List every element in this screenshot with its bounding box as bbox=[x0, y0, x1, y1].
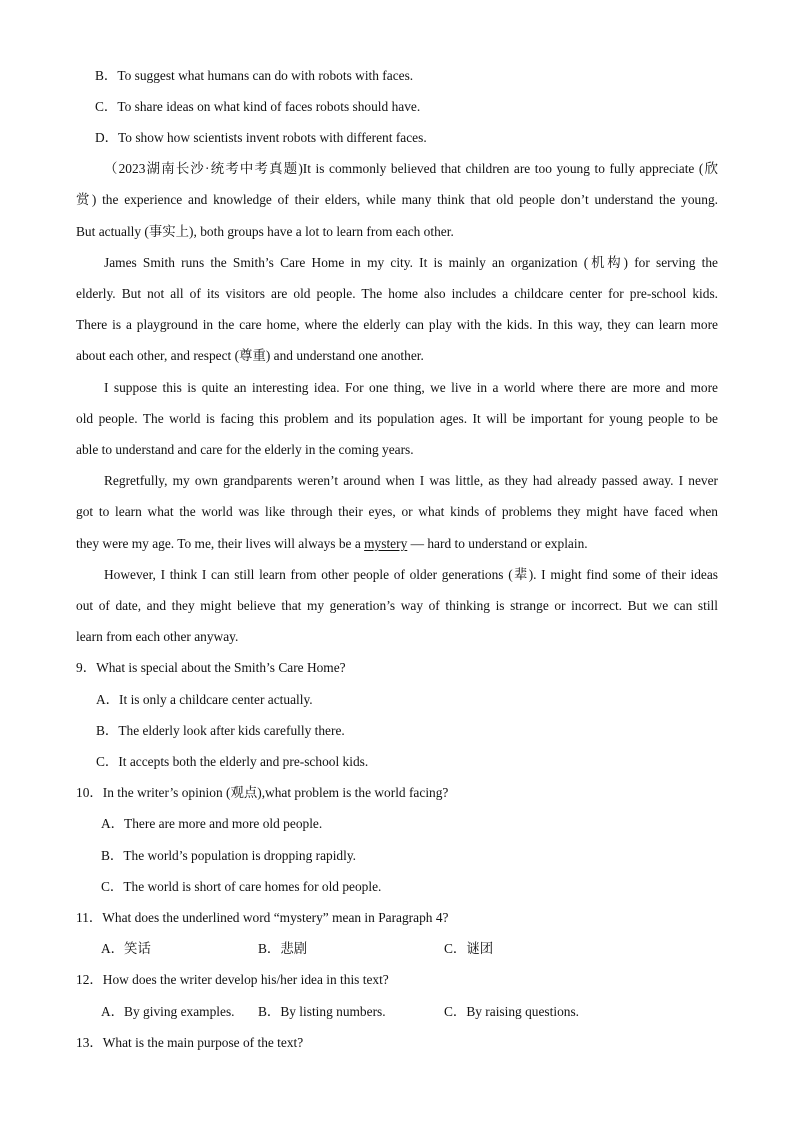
passage-p4-line3-end: — hard to understand or explain. bbox=[407, 536, 588, 551]
passage-p5-line2: out of date, and they might believe that my generation’s way of thinking is strange or incorrect. But we can still bbox=[76, 598, 718, 613]
passage-p2-line3: There is a playground in the care home, where the elderly can play with the kids. In this way, they can learn more bbox=[76, 317, 718, 332]
passage-p4-line3 bbox=[76, 535, 718, 553]
passage-p4-line3-start: they were my age. To me, their lives will always be a bbox=[76, 536, 365, 551]
question-12-stem: 12．How does the writer develop his/her idea in this text? bbox=[76, 972, 389, 987]
passage-p2-line1: James Smith runs the Smith’s Care Home in my city. It is mainly an organization (机构) for serving the bbox=[104, 255, 718, 270]
question-12-option-c: C．By raising questions. bbox=[444, 1004, 580, 1019]
question-10-option-b: B．The world’s population is dropping rapidly. bbox=[101, 848, 357, 863]
question-11-option-a: A．笑话 bbox=[101, 941, 151, 956]
passage-p1-line3: But actually (事实上), both groups have a lot to learn from each other. bbox=[76, 224, 454, 239]
question-9-stem: 9．What is special about the Smith’s Care Home? bbox=[76, 660, 346, 675]
passage-p4-line2: got to learn what the world was like through their eyes, or what kinds of problems they might have faced when bbox=[76, 504, 718, 519]
passage-p1-line1: （2023湖南长沙·统考中考真题)It is commonly believed that children are too young to fully appreciate (欣 bbox=[104, 161, 718, 176]
passage-p1-line2: 赏) the experience and knowledge of their elders, while many think that old people don’t understand the young. bbox=[76, 192, 718, 207]
question-10-stem: 10．In the writer’s opinion (观点),what problem is the world facing? bbox=[76, 785, 449, 800]
passage-p4-line1: Regretfully, my own grandparents weren’t around when I was little, as they had already passed away. I never bbox=[104, 473, 718, 488]
prev-option-d: D．To show how scientists invent robots with different faces. bbox=[95, 130, 427, 145]
passage-p5-line1: However, I think I can still learn from other people of older generations (辈). I might find some of their ideas bbox=[104, 567, 718, 582]
prev-option-b: B．To suggest what humans can do with robots with faces. bbox=[95, 68, 414, 83]
question-10-option-a: A．There are more and more old people. bbox=[101, 816, 323, 831]
question-11-stem: 11．What does the underlined word “mystery” mean in Paragraph 4? bbox=[76, 910, 449, 925]
question-13-stem: 13．What is the main purpose of the text? bbox=[76, 1035, 304, 1050]
question-9-option-a: A．It is only a childcare center actually. bbox=[96, 692, 313, 707]
prev-option-c: C．To share ideas on what kind of faces robots should have. bbox=[95, 99, 421, 114]
passage-p3-line1: I suppose this is quite an interesting idea. For one thing, we live in a world where there are more and more bbox=[104, 380, 718, 395]
passage-p2-line4: about each other, and respect (尊重) and understand one another. bbox=[76, 348, 424, 363]
question-9-option-c: C．It accepts both the elderly and pre-school kids. bbox=[96, 754, 369, 769]
underlined-word-mystery: mystery bbox=[364, 536, 408, 551]
question-11-option-c: C．谜团 bbox=[444, 941, 494, 956]
passage-p3-line3: able to understand and care for the elderly in the coming years. bbox=[76, 442, 414, 457]
question-12-option-a: A．By giving examples. bbox=[101, 1004, 235, 1019]
passage-p2-line2: elderly. But not all of its visitors are old people. The home also includes a childcare center for pre-school kids. bbox=[76, 286, 718, 301]
passage-p3-line2: old people. The world is facing this problem and its population ages. It will be important for young people to be bbox=[76, 411, 718, 426]
passage-p5-line3: learn from each other anyway. bbox=[76, 629, 239, 644]
question-9-option-b: B．The elderly look after kids carefully there. bbox=[96, 723, 345, 738]
question-11-option-b: B．悲剧 bbox=[258, 941, 308, 956]
question-12-option-b: B．By listing numbers. bbox=[258, 1004, 386, 1019]
question-10-option-c: C．The world is short of care homes for old people. bbox=[101, 879, 382, 894]
